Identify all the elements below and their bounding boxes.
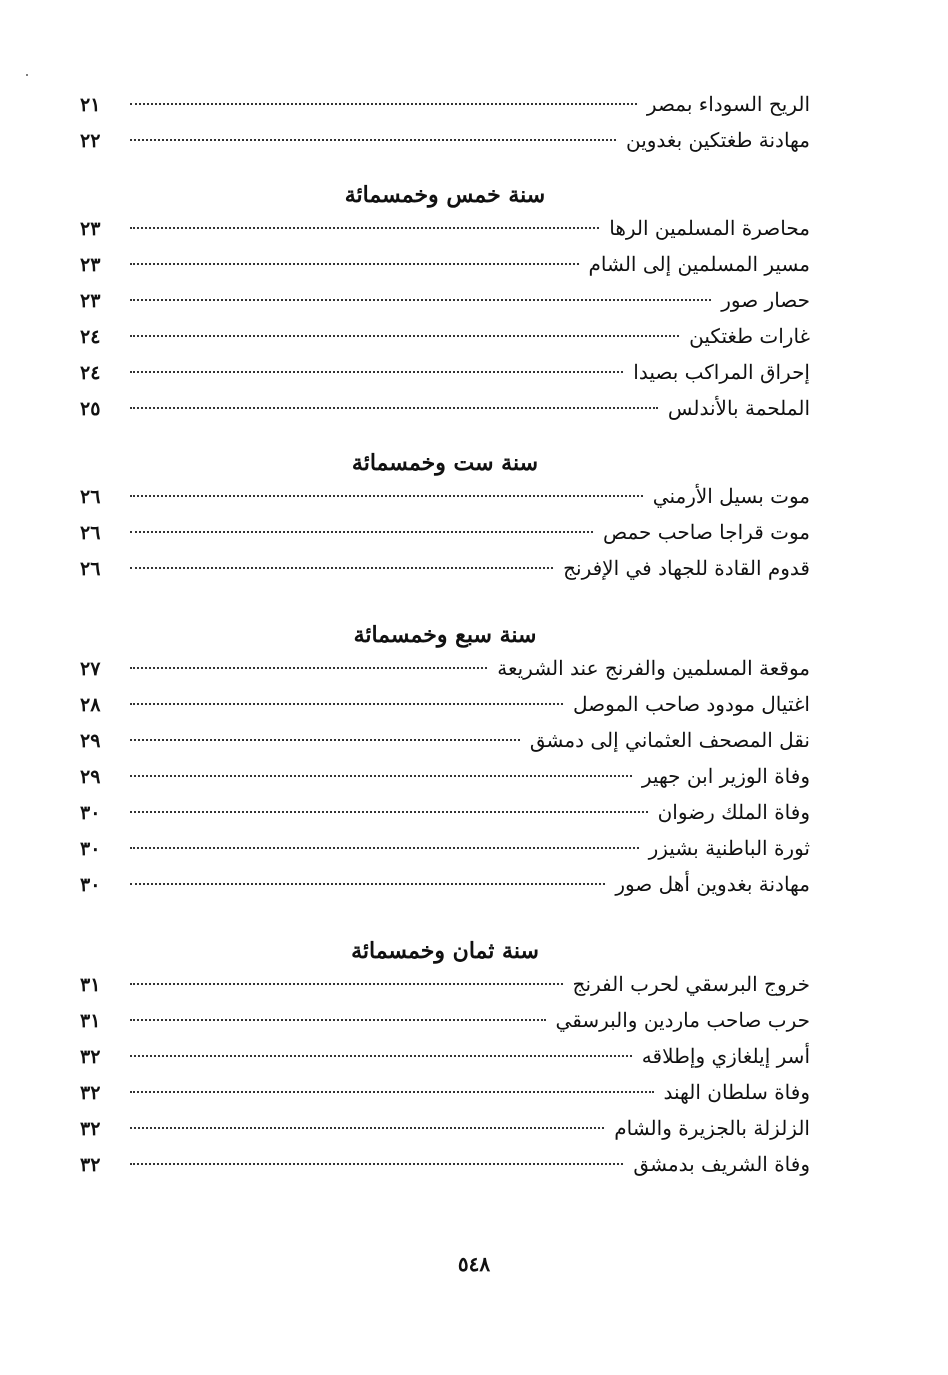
section-heading: سنة ثمان وخمسمائة: [351, 938, 539, 964]
entry-title: أسر إيلغازي وإطلاقه: [641, 1044, 810, 1068]
dot-leader: [130, 1055, 632, 1057]
toc-section: [80, 620, 810, 902]
dot-leader: [130, 495, 643, 497]
dot-leader: [130, 983, 563, 985]
entry-page-number: ٢٥: [80, 398, 101, 420]
dot-leader: [130, 739, 520, 741]
entry-title: غارات طغتكين: [689, 324, 810, 348]
entry-title: اغتيال مودود صاحب الموصل: [572, 692, 810, 716]
toc-entry: [80, 478, 810, 514]
entry-page-number: ٢٤: [80, 362, 101, 384]
dot-leader: [130, 775, 632, 777]
entry-title: وفاة سلطان الهند: [663, 1080, 810, 1104]
toc-entry: [80, 966, 810, 1002]
toc-entry: [80, 246, 810, 282]
dot-leader: [130, 567, 553, 569]
entry-page-number: ٣٢: [80, 1118, 101, 1140]
entry-title: نقل المصحف العثماني إلى دمشق: [529, 728, 810, 752]
stray-mark: [26, 74, 28, 76]
toc-entry: [80, 686, 810, 722]
dot-leader: [130, 703, 563, 705]
entry-page-number: ٢١: [80, 94, 101, 116]
dot-leader: [130, 139, 616, 141]
entry-page-number: ٢٦: [80, 522, 101, 544]
toc-entry: [80, 1074, 810, 1110]
entry-page-number: ٣٠: [80, 874, 101, 896]
entry-title: مسير المسلمين إلى الشام: [588, 252, 810, 276]
dot-leader: [130, 103, 637, 105]
toc-entry: [80, 866, 810, 902]
dot-leader: [130, 667, 487, 669]
entry-page-number: ٣١: [80, 974, 101, 996]
entry-title: خروج البرسقي لحرب الفرنج: [572, 972, 810, 996]
entry-page-number: ٣١: [80, 1010, 101, 1032]
entry-page-number: ٢٧: [80, 658, 101, 680]
toc-entry: [80, 1002, 810, 1038]
toc-entry: [80, 282, 810, 318]
entry-title: الزلزلة بالجزيرة والشام: [614, 1116, 810, 1140]
entry-page-number: ٢٤: [80, 326, 101, 348]
toc-entry: [80, 550, 810, 586]
entry-title: وفاة الملك رضوان: [657, 800, 810, 824]
page-number: ٥٤٨: [457, 1252, 491, 1276]
dot-leader: [130, 227, 599, 229]
entry-page-number: ٣٢: [80, 1082, 101, 1104]
entry-page-number: ٣٢: [80, 1046, 101, 1068]
entry-title: وفاة الشريف بدمشق: [633, 1152, 810, 1176]
entry-page-number: ٢٩: [80, 730, 101, 752]
dot-leader: [130, 263, 579, 265]
dot-leader: [130, 811, 648, 813]
dot-leader: [130, 1127, 604, 1129]
table-of-contents: [80, 86, 810, 1182]
section-heading: سنة سبع وخمسمائة: [353, 622, 537, 648]
toc-entry: [80, 86, 810, 122]
dot-leader: [130, 371, 623, 373]
entry-title: مهادنة طغتكين بغدوين: [625, 128, 810, 152]
toc-entry: [80, 650, 810, 686]
entry-title: وفاة الوزير ابن جهير: [641, 764, 810, 788]
entry-title: حصار صور: [721, 288, 810, 312]
entry-page-number: ٣٠: [80, 802, 101, 824]
dot-leader: [130, 1091, 654, 1093]
dot-leader: [130, 847, 639, 849]
toc-section: [80, 448, 810, 586]
entry-title: موت بسيل الأرمني: [652, 484, 810, 508]
entry-page-number: ٣٢: [80, 1154, 101, 1176]
entry-page-number: ٢٣: [80, 290, 101, 312]
entry-page-number: ٢٢: [80, 130, 101, 152]
toc-entry: [80, 514, 810, 550]
entry-title: قدوم القادة للجهاد في الإفرنج: [563, 556, 810, 580]
entry-page-number: ٢٨: [80, 694, 101, 716]
entry-title: مهادنة بغدوين أهل صور: [615, 872, 810, 896]
dot-leader: [130, 407, 658, 409]
toc-entry: [80, 1110, 810, 1146]
entry-title: الريح السوداء بمصر: [646, 92, 810, 116]
entry-page-number: ٢٦: [80, 486, 101, 508]
entry-page-number: ٣٠: [80, 838, 101, 860]
entry-title: إحراق المراكب بصيدا: [633, 360, 810, 384]
toc-entry: [80, 390, 810, 426]
entry-page-number: ٢٦: [80, 558, 101, 580]
toc-entry: [80, 722, 810, 758]
entry-page-number: ٢٩: [80, 766, 101, 788]
section-heading: سنة خمس وخمسمائة: [344, 182, 546, 208]
toc-entry: [80, 210, 810, 246]
entry-title: محاصرة المسلمين الرها: [609, 216, 810, 240]
dot-leader: [130, 1019, 546, 1021]
toc-section: [80, 180, 810, 426]
section-heading: سنة ست وخمسمائة: [351, 450, 539, 476]
entry-page-number: ٢٣: [80, 254, 101, 276]
toc-entry: [80, 1146, 810, 1182]
dot-leader: [130, 883, 605, 885]
toc-section: [80, 936, 810, 1182]
entry-title: موقعة المسلمين والفرنج عند الشريعة: [497, 656, 810, 680]
toc-entry: [80, 794, 810, 830]
toc-entry: [80, 354, 810, 390]
dot-leader: [130, 1163, 623, 1165]
toc-entry: [80, 122, 810, 158]
entry-page-number: ٢٣: [80, 218, 101, 240]
dot-leader: [130, 299, 711, 301]
toc-entry: [80, 318, 810, 354]
toc-entry: [80, 1038, 810, 1074]
dot-leader: [130, 531, 593, 533]
entry-title: حرب صاحب ماردين والبرسقي: [555, 1008, 810, 1032]
toc-section: [80, 86, 810, 158]
entry-title: الملحمة بالأندلس: [667, 396, 810, 420]
dot-leader: [130, 335, 679, 337]
toc-entry: [80, 758, 810, 794]
entry-title: موت قراجا صاحب حمص: [602, 520, 810, 544]
entry-title: ثورة الباطنية بشيزر: [648, 836, 810, 860]
toc-entry: [80, 830, 810, 866]
